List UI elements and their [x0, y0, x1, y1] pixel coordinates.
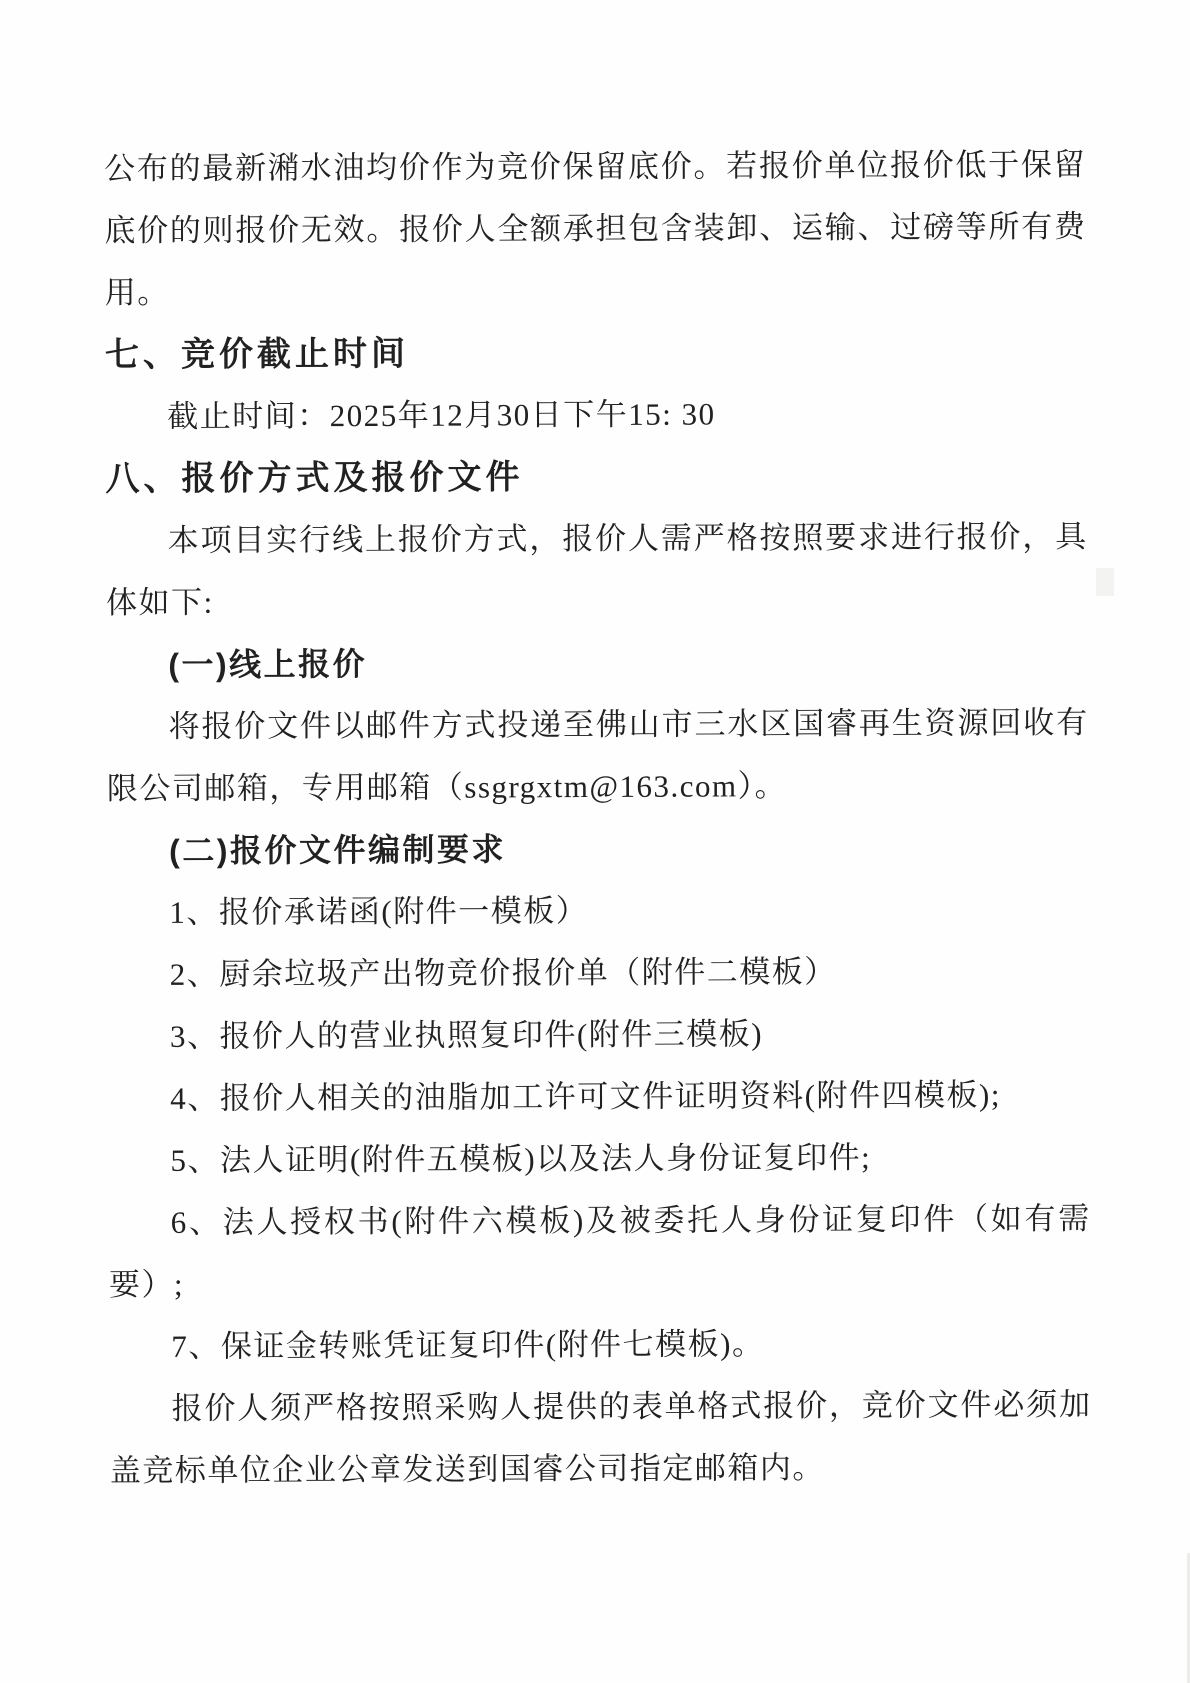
quote-item-5: 5、法人证明(附件五模板)以及法人身份证复印件;: [170, 1139, 872, 1178]
online-quote-heading: (一)线上报价: [168, 645, 368, 683]
closing-note-line-2: 盖竞标单位企业公章发送到国睿公司指定邮箱内。: [109, 1450, 825, 1489]
online-quote-body-line-1: 将报价文件以邮件方式投递至佛山市三水区国睿再生资源回收有: [168, 704, 1089, 744]
reserve-price-line-2: 底价的则报价无效。报价人全额承担包含装卸、运输、过磅等所有费: [104, 208, 1087, 249]
file-requirements-heading: (二)报价文件编制要求: [169, 831, 507, 869]
closing-note-line-1: 报价人须严格按照采购人提供的表单格式报价，竞价文件必须加: [171, 1386, 1092, 1426]
scan-artifact: [1096, 568, 1114, 596]
section-8-intro-line-2: 体如下:: [105, 584, 214, 621]
quote-item-3: 3、报价人的营业执照复印件(附件三模板): [169, 1016, 764, 1054]
online-quote-body-line-2: 限公司邮箱，专用邮箱（ssgrgxtm@163.com）。: [106, 768, 788, 807]
section-8-heading: 八、报价方式及报价文件: [105, 458, 524, 499]
quote-item-1: 1、报价承诺函(附件一模板）: [169, 893, 589, 930]
quote-item-7: 7、保证金转账凭证复印件(附件七模板)。: [171, 1326, 765, 1364]
quote-item-6-line-1: 6、法人授权书(附件六模板)及被委托人身份证复印件（如有需: [170, 1200, 1091, 1240]
section-8-intro-line-1: 本项目实行线上报价方式，报价人需严格按照要求进行报价，具: [167, 518, 1088, 558]
deadline-text: 截止时间：2025年12月30日下午15: 30: [167, 396, 716, 434]
quote-item-4: 4、报价人相关的油脂加工许可文件证明资料(附件四模板);: [170, 1077, 1002, 1116]
reserve-price-line-3: 用。: [104, 274, 170, 311]
reserve-price-line-1: 公布的最新潲水油均价作为竞价保留底价。若报价单位报价低于保留: [104, 146, 1087, 187]
document-text-block: [104, 134, 1092, 1502]
quote-item-6-line-2: 要）;: [108, 1266, 185, 1303]
quote-item-2: 2、厨余垃圾产出物竞价报价单（附件二模板）: [169, 953, 837, 992]
section-7-heading: 七、竞价截止时间: [104, 334, 410, 375]
